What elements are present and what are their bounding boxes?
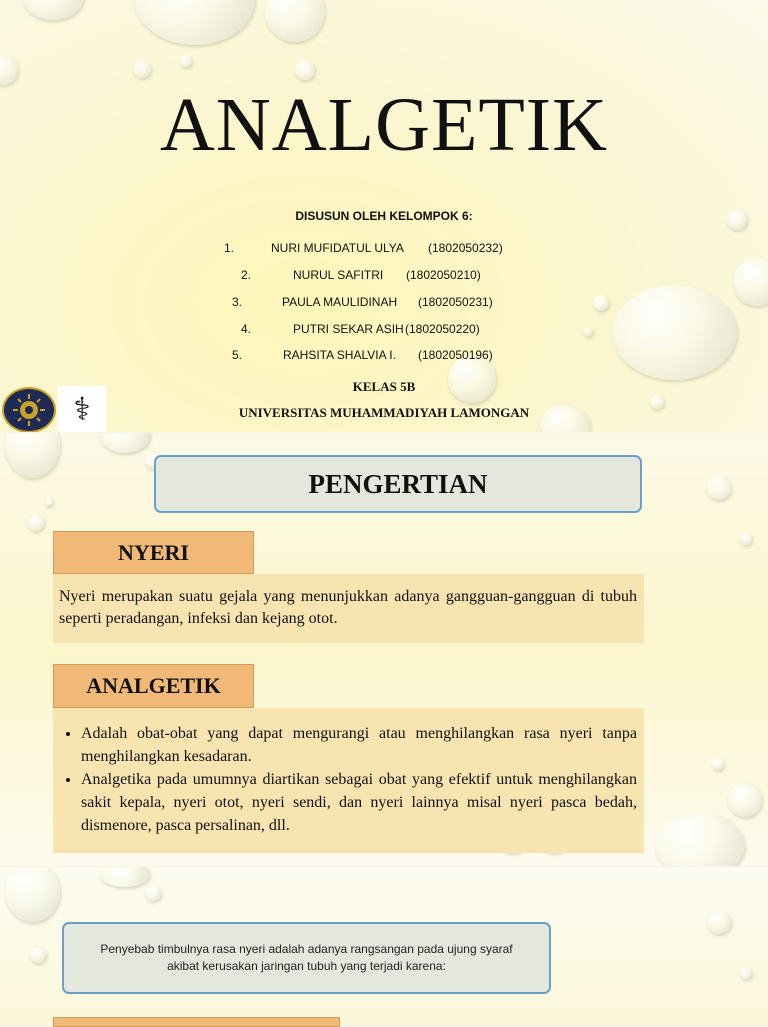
- list-item: • Adalah obat-obat yang dapat mengurangi atau menghilangkan rasa nyeri tanpa menghilangkan kesadaran.: [81, 722, 637, 768]
- water-drop: [22, 0, 84, 20]
- water-drop: [133, 60, 151, 78]
- water-drop: [30, 947, 46, 963]
- water-drop: [740, 533, 752, 545]
- water-drop: [707, 476, 731, 500]
- member-name: PUTRI SEKAR ASIH: [293, 322, 404, 336]
- member-name: NURUL SAFITRI: [293, 268, 384, 282]
- member-nim: (1802050210): [406, 268, 481, 282]
- member-number: 5.: [232, 348, 243, 362]
- water-drop: [733, 258, 768, 306]
- member-name: NURI MUFIDATUL ULYA: [271, 241, 404, 255]
- member-nim: (1802050196): [418, 348, 493, 362]
- water-drop: [265, 0, 325, 42]
- water-drop: [100, 867, 150, 887]
- member-nim: (1802050220): [405, 322, 480, 336]
- water-drop: [0, 55, 18, 85]
- water-drop: [655, 813, 745, 866]
- university-logo: [2, 387, 56, 432]
- sun-emblem-icon: [9, 392, 49, 428]
- water-drop: [728, 783, 762, 817]
- water-drop: [5, 867, 60, 922]
- analgetik-label: ANALGETIK: [53, 664, 254, 708]
- member-nim: (1802050232): [428, 241, 503, 255]
- title-slide: [0, 0, 768, 432]
- bullet-list: [59, 722, 637, 837]
- member-number: 1.: [224, 241, 235, 255]
- water-drop: [295, 60, 315, 80]
- cause-text-box: Penyebab timbulnya rasa nyeri adalah adanya rangsangan pada ujung syaraf akibat kerusakan jaringan tubuh yang terjadi karena:: [62, 922, 551, 994]
- water-drop: [145, 885, 161, 901]
- water-drop: [45, 498, 53, 506]
- class-label: KELAS 5B: [352, 379, 416, 394]
- member-number: 2.: [241, 268, 252, 282]
- water-drop: [593, 295, 609, 311]
- water-drop: [135, 0, 255, 45]
- member-nim: (1802050231): [418, 295, 493, 309]
- water-drop: [707, 910, 731, 934]
- water-drop: [712, 758, 724, 770]
- nyeri-label: NYERI: [53, 531, 254, 574]
- pharmacy-logo: [58, 386, 106, 432]
- water-drop: [100, 433, 150, 453]
- university-name: UNIVERSITAS MUHAMMADIYAH LAMONGAN: [238, 405, 530, 420]
- water-drop: [740, 967, 752, 979]
- water-drop: [583, 326, 593, 336]
- water-drop: [180, 55, 192, 67]
- water-drop: [612, 285, 737, 380]
- nyeri-definition: Nyeri merupakan suatu gejala yang menunjukkan adanya gangguan-gangguan di tubuh seperti peradangan, infeksi dan kejang otot.: [53, 574, 644, 643]
- next-label-tab: [53, 1017, 340, 1027]
- section-heading: PENGERTIAN: [154, 455, 642, 513]
- member-number: 3.: [232, 295, 243, 309]
- list-item: • Analgetika pada umumnya diartikan sebagai obat yang efektif untuk menghilangkan sakit kepala, nyeri otot, nyeri sendi, dan nyeri lainnya misal nyeri pasca bedah, dismenore, pasca persalinan, dll.: [81, 768, 637, 837]
- water-drop: [5, 433, 60, 478]
- member-name: PAULA MAULIDINAH: [282, 295, 398, 309]
- water-drop: [28, 515, 44, 531]
- member-name: RAHSITA SHALVIA I.: [283, 348, 396, 362]
- analgetik-definition: [53, 708, 644, 853]
- compiled-by: DISUSUN OLEH KELOMPOK 6:: [295, 209, 473, 223]
- caduceus-icon: ⚕: [73, 391, 91, 427]
- slide-title: ANALGETIK: [159, 83, 608, 167]
- member-number: 4.: [241, 322, 252, 336]
